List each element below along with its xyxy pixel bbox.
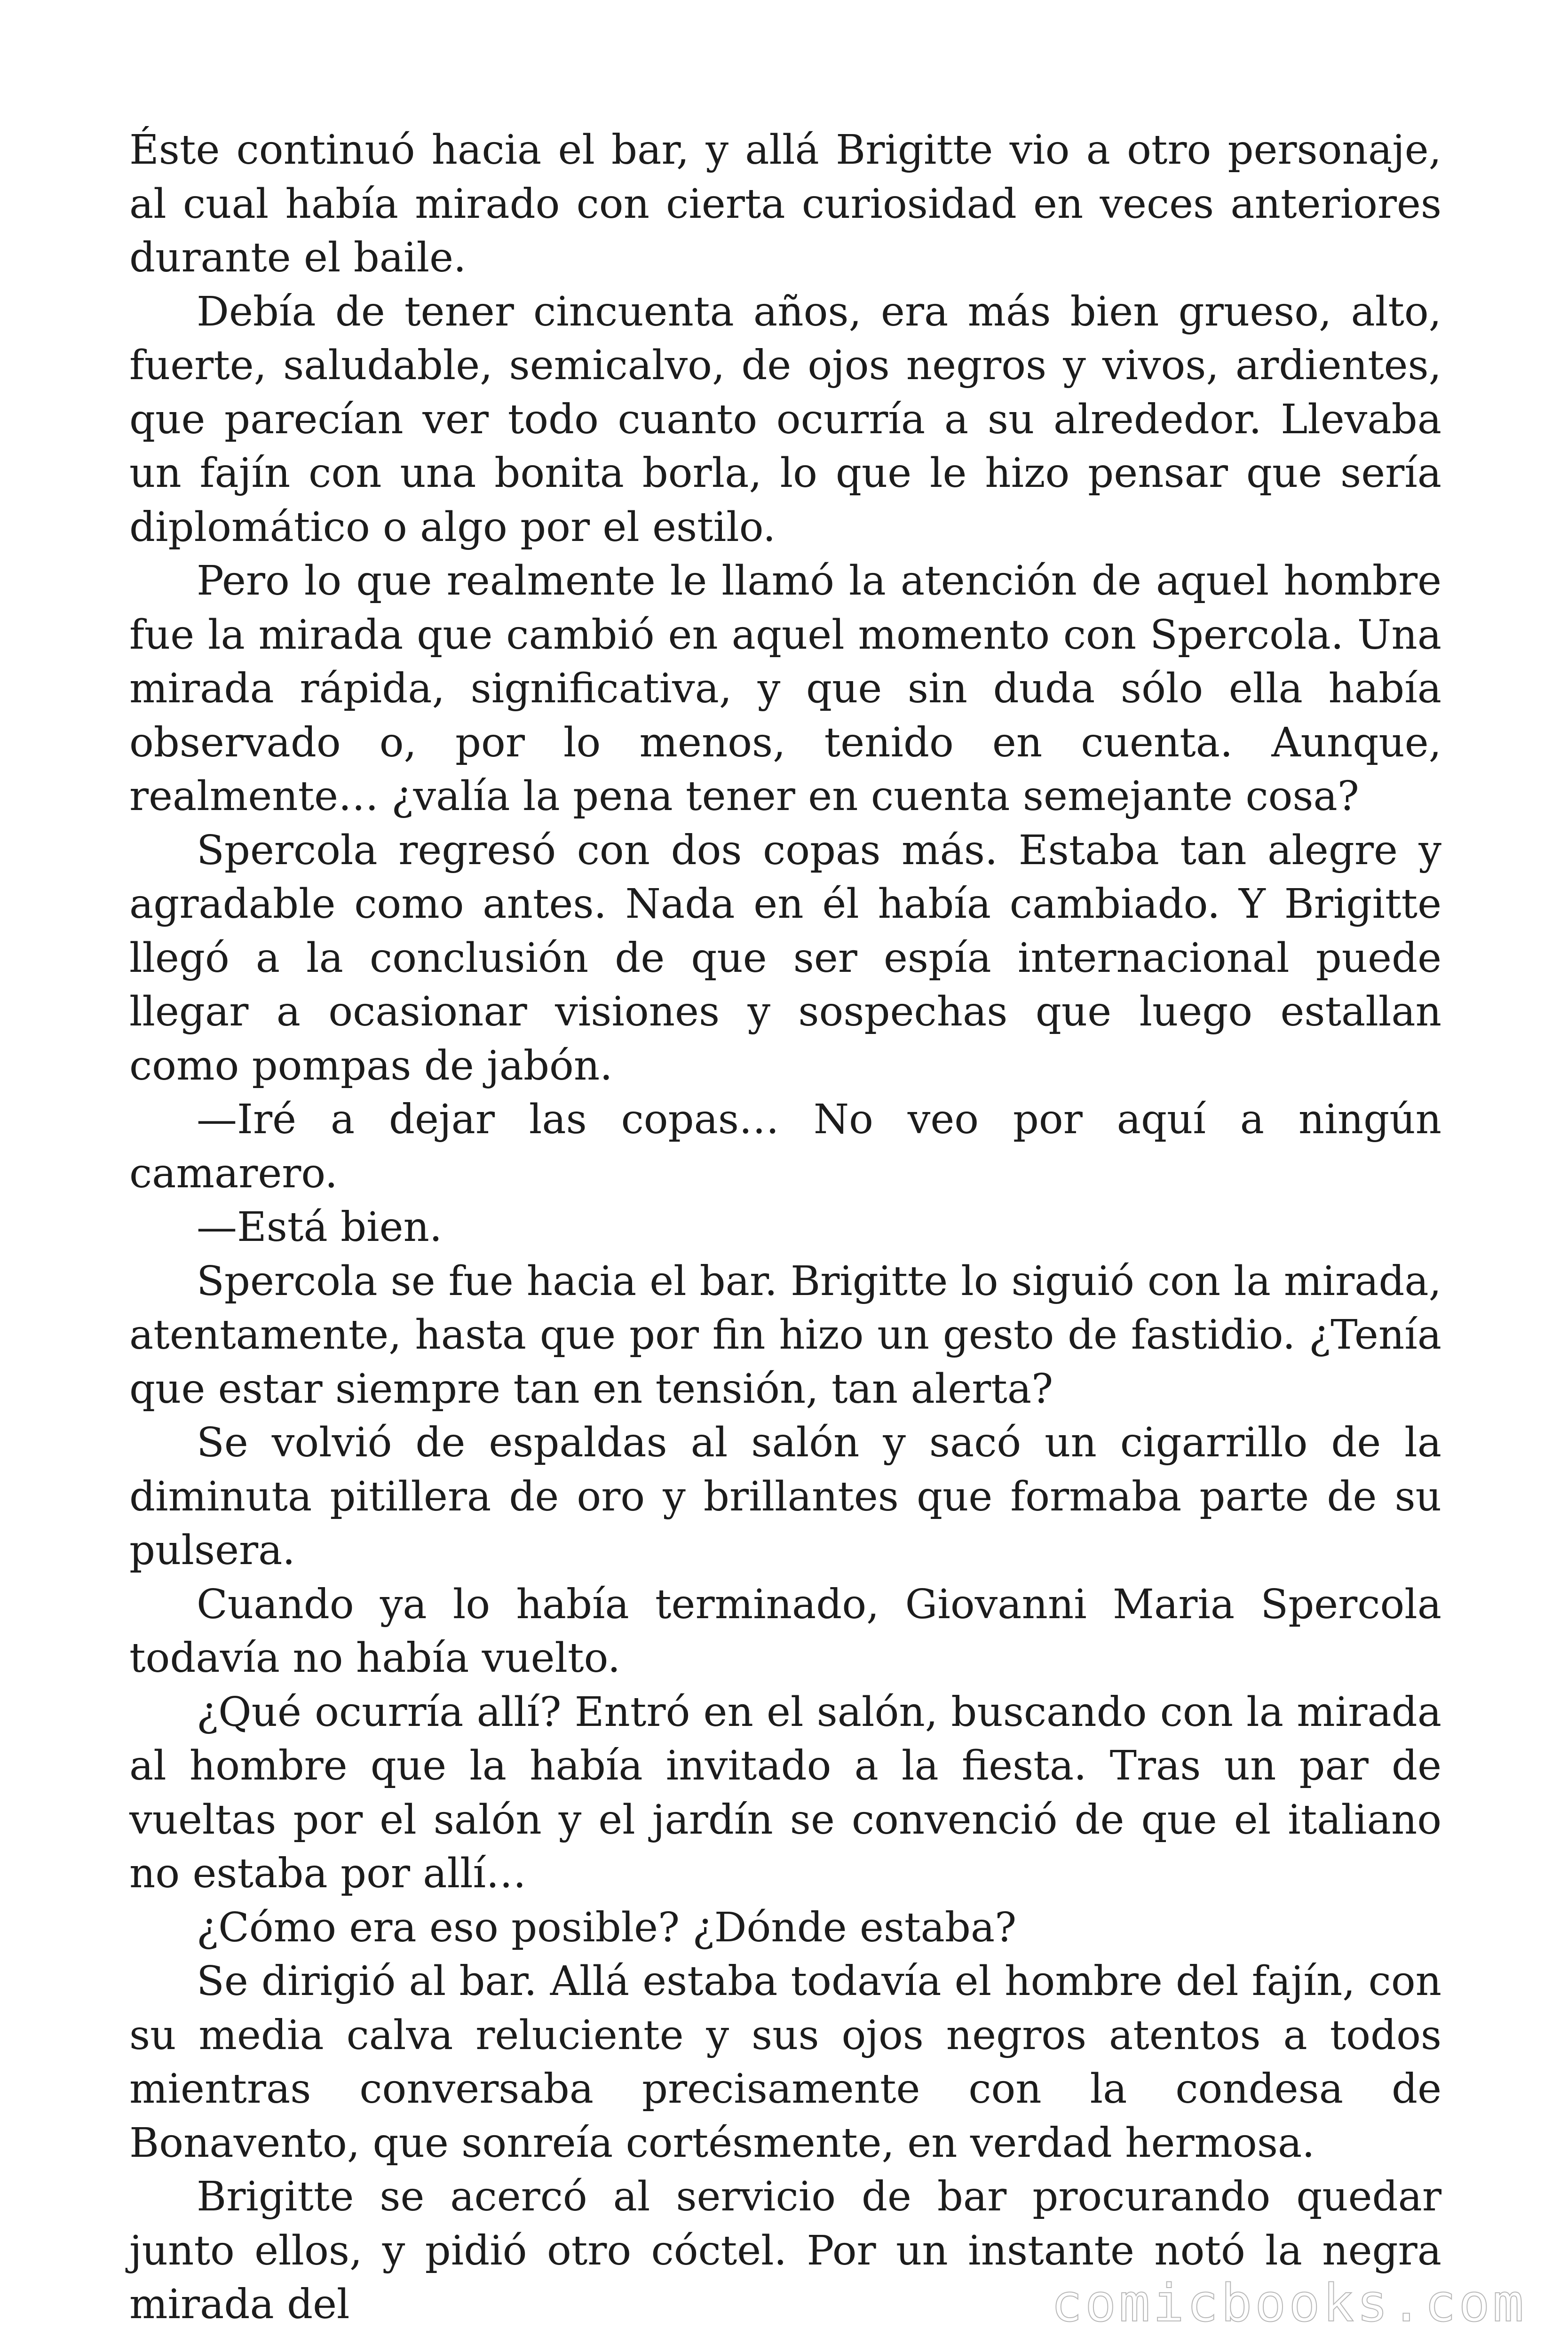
watermark: comicbooks.com bbox=[1051, 2273, 1527, 2333]
paragraph-10: ¿Qué ocurría allí? Entró en el salón, buscando con la mirada al hombre que la había invitado a la fiesta. Tras un par de vueltas por el salón y el jardín se convenció de que el italiano no estaba por allí… bbox=[129, 1688, 1441, 1897]
paragraph-12: Se dirigió al bar. Allá estaba todavía el hombre del fajín, con su media calva reluciente y sus ojos negros atentos a todos mientras conversaba precisamente con la condesa de Bonavento, que sonreía cortésmente, en verdad hermosa. bbox=[129, 1958, 1441, 2167]
paragraph-3: Pero lo que realmente le llamó la atención de aquel hombre fue la mirada que cambió en aquel momento con Spercola. Una mirada rápida, significativa, y que sin duda sólo ella había observado o, por lo menos, tenido en cuenta. Aunque, realmente… ¿valía la pena tener en cuenta semejante cosa? bbox=[129, 557, 1441, 820]
paragraph-9: Cuando ya lo había terminado, Giovanni Maria Spercola todavía no había vuelto. bbox=[129, 1581, 1441, 1682]
paragraph-8: Se volvió de espaldas al salón y sacó un cigarrillo de la diminuta pitillera de oro y brillantes que formaba parte de su pulsera. bbox=[129, 1419, 1441, 1574]
paragraph-5: —Iré a dejar las copas… No veo por aquí a ningún camarero. bbox=[129, 1096, 1441, 1197]
paragraph-7: Spercola se fue hacia el bar. Brigitte lo siguió con la mirada, atentamente, hasta que por fin hizo un gesto de fastidio. ¿Tenía que estar siempre tan en tensión, tan alerta? bbox=[129, 1257, 1441, 1413]
paragraph-4: Spercola regresó con dos copas más. Estaba tan alegre y agradable como antes. Nada en él había cambiado. Y Brigitte llegó a la conclusión de que ser espía internacional puede llegar a ocasionar visiones y sospechas que luego estallan como pompas de jabón. bbox=[129, 826, 1441, 1089]
paragraph-13: Brigitte se acercó al servicio de bar procurando quedar junto ellos, y pidió otro cóctel. Por un instante notó la negra mirada del bbox=[129, 2173, 1441, 2328]
paragraph-2: Debía de tener cincuenta años, era más bien grueso, alto, fuerte, saludable, semicalvo, de ojos negros y vivos, ardientes, que parecían ver todo cuanto ocurría a su alrededor. Llevaba un fajín con una bonita borla, lo que le hizo pensar que sería diplomático o algo por el estilo. bbox=[129, 288, 1441, 551]
paragraph-6: —Está bien. bbox=[197, 1204, 443, 1251]
page-body bbox=[129, 123, 1441, 2332]
paragraph-1: Éste continuó hacia el bar, y allá Brigitte vio a otro personaje, al cual había mirado con cierta curiosidad en veces anteriores durante el baile. bbox=[129, 127, 1441, 281]
paragraph-11: ¿Cómo era eso posible? ¿Dónde estaba? bbox=[197, 1904, 1017, 1951]
